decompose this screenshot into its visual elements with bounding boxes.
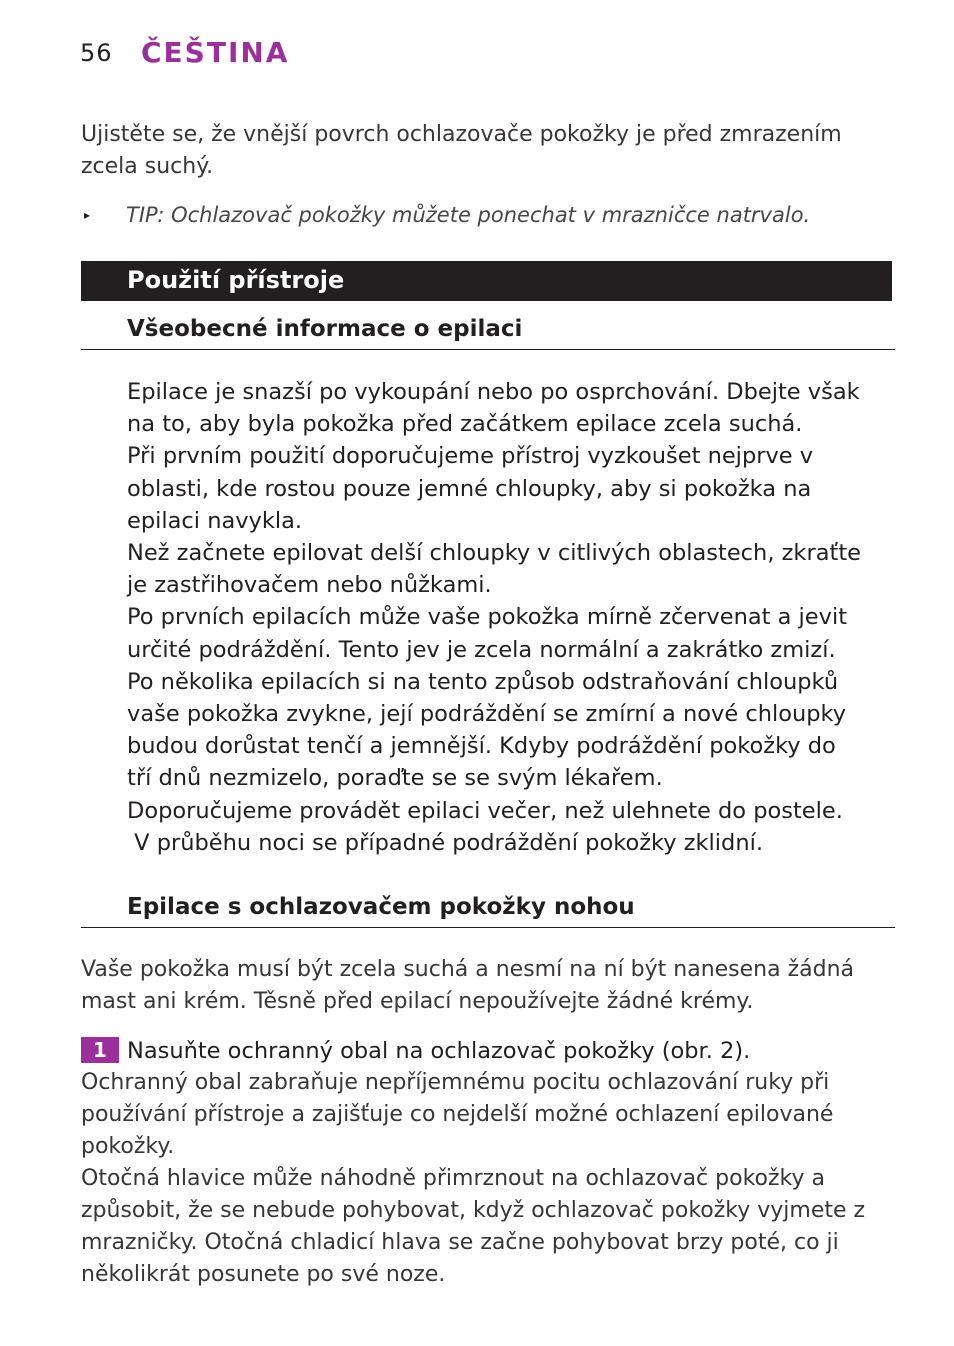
step-text: Nasuňte ochranný obal na ochlazovač pokožky (obr. 2). <box>127 1038 751 1064</box>
page-number: 56 <box>80 39 113 67</box>
text-line: Než začnete epilovat delší chloupky v citlivých oblastech, zkraťte <box>127 540 861 567</box>
detail-line: pokožky. <box>81 1134 175 1159</box>
text-line: tří dnů nezmizelo, poraďte se se svým lékařem. <box>127 765 663 792</box>
subsection-title: Všeobecné informace o epilaci <box>127 316 523 342</box>
language-title: ČEŠTINA <box>141 36 290 69</box>
text-line: epilaci navykla. <box>127 507 303 534</box>
text-line: Doporučujeme provádět epilaci večer, než ulehnete do postele. <box>127 797 843 824</box>
detail-line: Ochranný obal zabraňuje nepříjemnému pocitu ochlazování ruky při <box>81 1070 830 1095</box>
detail-line: několikrát posunete po své noze. <box>81 1262 446 1287</box>
step-1 <box>81 1035 750 1067</box>
subsection-title: Epilace s ochlazovačem pokožky nohou <box>127 894 635 920</box>
text-line: budou dorůstat tenčí a jemnější. Kdyby podráždění pokožky do <box>127 733 836 760</box>
subsection-heading-cooler <box>81 889 895 928</box>
text-line: Po několika epilacích si na tento způsob odstraňování chloupků <box>127 668 839 695</box>
text-line: Epilace je snazší po vykoupání nebo po osprchování. Dbejte však <box>127 379 860 405</box>
bullet-icon: ▸ <box>84 208 91 222</box>
text-line: V průběhu noci se případné podráždění pokožky zklidní. <box>127 829 763 856</box>
detail-line: způsobit, že se nebude pohybovat, když ochlazovač pokožky vyjmete z <box>81 1198 866 1223</box>
text-line: je zastřihovačem nebo nůžkami. <box>127 572 492 599</box>
detail-line: používání přístroje a zajišťuje co nejdelší možné ochlazení epilované <box>81 1102 834 1127</box>
text-line: oblasti, kde rostou pouze jemné chloupky, aby si pokožka na <box>127 475 812 502</box>
text-line: Po prvních epilacích může vaše pokožka mírně zčervenat a jevit <box>127 604 848 631</box>
text-line: vaše pokožka zvykne, její podráždění se zmírní a nové chloupky <box>127 701 847 728</box>
step-details <box>81 1067 865 1291</box>
section-heading-bar <box>81 261 892 301</box>
intro-line: zcela suchý. <box>81 154 214 179</box>
section-title: Použití přístroje <box>127 266 345 294</box>
text-line: na to, aby byla pokožka před začátkem epilace zcela suchá. <box>127 411 803 438</box>
detail-line: mrazničky. Otočná chladicí hlava se začne pohybovat brzy poté, co ji <box>81 1230 839 1255</box>
step-number-badge: 1 <box>81 1037 119 1063</box>
note-line: Vaše pokožka musí být zcela suchá a nesmí na ní být nanesena žádná <box>81 957 855 982</box>
intro-paragraph <box>81 119 842 183</box>
text-line: určité podráždění. Tento jev je zcela normální a zakrátko zmizí. <box>127 636 836 663</box>
note-line: mast ani krém. Těsně před epilací nepoužívejte žádné krémy. <box>81 989 754 1014</box>
intro-line: Ujistěte se, že vnější povrch ochlazovače pokožky je před zmrazením <box>81 122 842 147</box>
detail-line: Otočná hlavice může náhodně přimrznout na ochlazovač pokožky a <box>81 1166 825 1191</box>
tip-text: TIP: Ochlazovač pokožky můžete ponechat v mrazničce natrvalo. <box>126 203 811 227</box>
subsection-heading-general <box>81 311 895 350</box>
general-info-text <box>127 376 861 859</box>
cooler-note <box>81 954 854 1018</box>
text-line: Při prvním použití doporučujeme přístroj vyzkoušet nejprve v <box>127 443 814 470</box>
